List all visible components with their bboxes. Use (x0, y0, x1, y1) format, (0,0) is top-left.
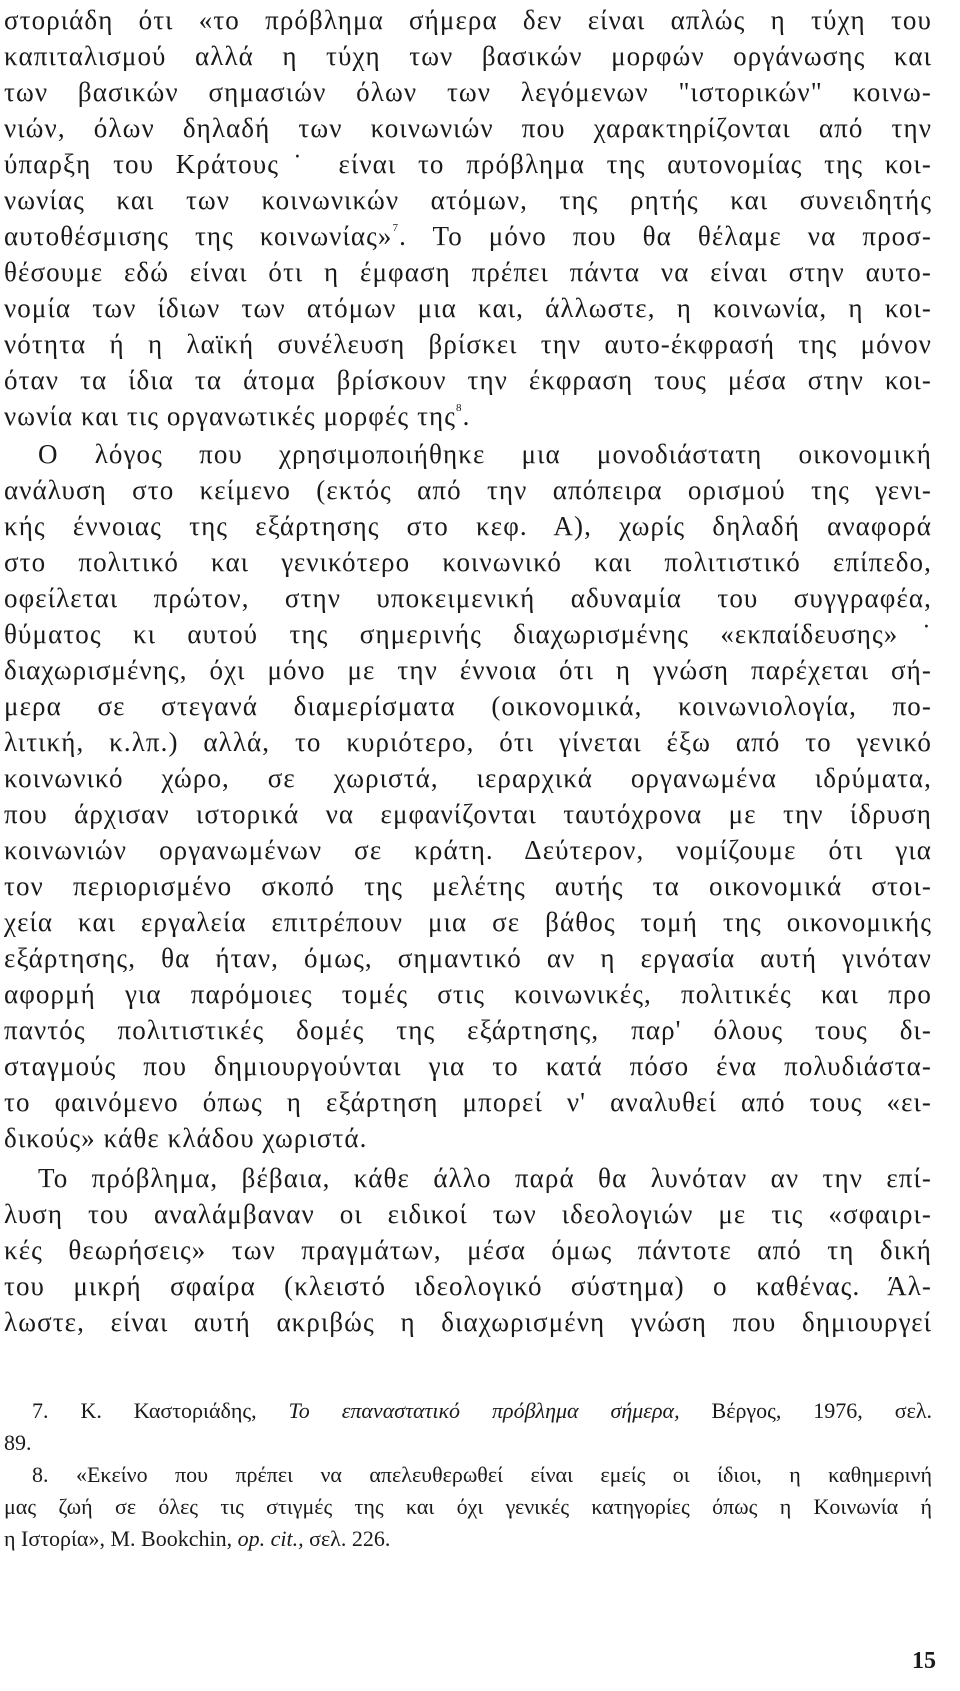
footnote-citation: op. cit., (237, 1526, 304, 1551)
text-line: διαχωρισμένης, όχι μόνο με την έννοια ότι η γνώση παρέχεται σή- (4, 655, 932, 685)
text-line: κοινωνικό χώρο, σε χωριστά, ιεραρχικά οργανωμένα ιδρύματα, (4, 763, 932, 793)
paragraph-start-line: Ο λόγος που χρησιμοποιήθηκε μια μονοδιάστατη οικονομική (38, 439, 932, 469)
text-line: χεία και εργαλεία επιτρέπουν μια σε βάθος τομή της οικονομικής (4, 907, 932, 937)
text-line: ύπαρξη του Κράτους˙ είναι το πρόβλημα της αυτονομίας της κοι- (4, 149, 932, 179)
text-line: νότητα ή η λαϊκή συνέλευση βρίσκει την αυτο-έκφρασή της μόνον (4, 329, 932, 359)
text-line: το φαινόμενο όπως η εξάρτηση μπορεί ν' αναλυθεί από τους «ει- (4, 1087, 932, 1117)
text-line: κής έννοιας της εξάρτησης στο κεφ. Α), χωρίς δηλαδή αναφορά (4, 511, 932, 541)
text-line: κές θεωρήσεις» των πραγμάτων, μέσα όμως πάντοτε από τη δική (4, 1235, 932, 1265)
text-line: δικούς» κάθε κλάδου χωριστά. (4, 1123, 368, 1153)
text-line: κοινωνιών οργανωμένων σε κράτη. Δεύτερον, νομίζουμε ότι για (4, 835, 932, 865)
text-line: λωστε, είναι αυτή ακριβώς η διαχωρισμένη γνώση που δημιουργεί (4, 1307, 932, 1337)
text-line: που άρχισαν ιστορικά να εμφανίζονται ταυτόχρονα με την ίδρυση (4, 799, 932, 829)
page-number: 15 (912, 1648, 936, 1674)
text-line: θέσουμε εδώ είναι ότι η έμφαση πρέπει πάντα να είναι στην αυτο- (4, 257, 932, 287)
footnote-8-line (4, 1524, 932, 1554)
text-segment: . (462, 401, 471, 431)
text-segment: αυτοθέσμισης της κοινωνίας» (4, 221, 393, 251)
text-line: νομία των ίδιων των ατόμων μια και, άλλωστε, η κοινωνία, η κοι- (4, 293, 932, 323)
text-line: αφορμή για παρόμοιες τομές στις κοινωνικές, πολιτικές και προ (4, 979, 932, 1009)
text-line: σταγμούς που δημιουργούνται για το κατά πόσο ένα πολυδιάστα- (4, 1051, 932, 1081)
text-segment: . Το μόνο που θα θέλαμε να προσ- (399, 221, 932, 251)
text-line: εξάρτησης, θα ήταν, όμως, σημαντικό αν η εργασία αυτή γινόταν (4, 943, 932, 973)
text-line: λυση του αναλάμβαναν οι ειδικοί των ιδεολογιών με τις «σφαιρι- (4, 1199, 932, 1229)
text-line (4, 398, 932, 434)
text-line: τον περιορισμένο σκοπό της μελέτης αυτής τα οικονομικά στοι- (4, 871, 932, 901)
footnote-7-continuation: 89. (4, 1430, 32, 1455)
text-line: παντός πολιτιστικές δομές της εξάρτησης, παρ' όλους τους δι- (4, 1015, 932, 1045)
text-line: οφείλεται πρώτον, στην υποκειμενική αδυναμία του συγγραφέα, (4, 583, 932, 613)
text-segment: νωνία και τις οργανωτικές μορφές της (4, 401, 457, 431)
footnote-7 (32, 1396, 932, 1426)
text-line: λιτική, κ.λπ.) αλλά, το κυριότερο, ότι γίνεται έξω από το γενικό (4, 727, 932, 757)
footnote-8-line: μας ζωή σε όλες τις στιγμές της και όχι γενικές κατηγορίες όπως η Κοινωνία ή (4, 1494, 932, 1519)
text-line: στο πολιτικό και γενικότερο κοινωνικό και πολιτιστικό επίπεδο, (4, 547, 932, 577)
text-line: στοριάδη ότι «το πρόβλημα σήμερα δεν είναι απλώς η τύχη του (4, 5, 932, 35)
footnote-ref-8: 8 (456, 402, 463, 414)
text-line (4, 218, 932, 254)
text-line: του μικρή σφαίρα (κλειστό ιδεολογικό σύστημα) ο καθένας. Άλ- (4, 1271, 932, 1301)
paragraph-start-line: Το πρόβλημα, βέβαια, κάθε άλλο παρά θα λυνόταν αν την επί- (38, 1163, 932, 1193)
text-line: όταν τα ίδια τα άτομα βρίσκουν την έκφραση τους μέσα στην κοι- (4, 365, 932, 395)
footnote-text: η Ιστορία», M. Bookchin, (4, 1526, 238, 1551)
footnote-text: σελ. 226. (303, 1526, 391, 1551)
footnote-text: 7. Κ. Καστοριάδης, (32, 1398, 289, 1423)
footnote-text: Βέργος, 1976, σελ. (679, 1398, 932, 1423)
footnote-8: 8. «Εκείνο που πρέπει να απελευθερωθεί είναι εμείς οι ίδιοι, η καθημερινή (32, 1462, 932, 1487)
text-line: ανάλυση στο κείμενο (εκτός από την απόπειρα ορισμού της γενι- (4, 475, 932, 505)
text-line: μερα σε στεγανά διαμερίσματα (οικονομικά, κοινωνιολογία, πο- (4, 691, 932, 721)
text-line: νωνίας και των κοινωνικών ατόμων, της ρητής και συνειδητής (4, 185, 932, 215)
text-line: θύματος κι αυτού της σημερινής διαχωρισμένης «εκπαίδευσης»˙ (4, 619, 932, 649)
text-line: των βασικών σημασιών όλων των λεγόμενων "ιστορικών" κοινω- (4, 77, 932, 107)
text-line: νιών, όλων δηλαδή των κοινωνιών που χαρακτηρίζονται από την (4, 113, 932, 143)
footnote-book-title: Το επαναστατικό πρόβλημα σήμερα, (288, 1398, 680, 1423)
footnote-ref-7: 7 (392, 222, 400, 234)
text-line: καπιταλισμού αλλά η τύχη των βασικών μορφών οργάνωσης και (4, 41, 932, 71)
